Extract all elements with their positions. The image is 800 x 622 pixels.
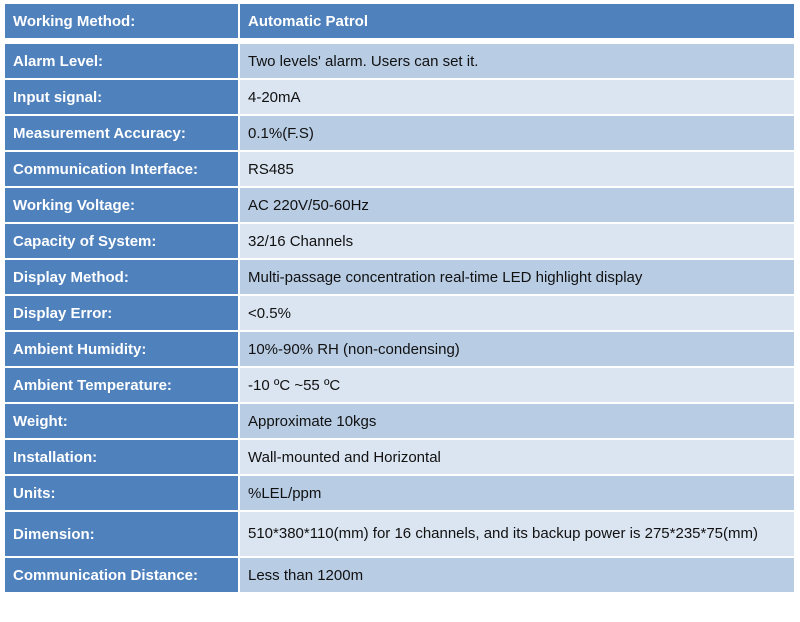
row-value: 4-20mA: [239, 79, 795, 115]
header-value: Automatic Patrol: [239, 3, 795, 39]
table-row: [4, 295, 795, 331]
row-key: Alarm Level:: [4, 43, 239, 79]
table-row: [4, 79, 795, 115]
table-row: [4, 259, 795, 295]
table-row: [4, 403, 795, 439]
row-key: Input signal:: [4, 79, 239, 115]
row-value: Two levels' alarm. Users can set it.: [239, 43, 795, 79]
table-row: [4, 151, 795, 187]
row-key: Display Method:: [4, 259, 239, 295]
row-value: <0.5%: [239, 295, 795, 331]
table-row: [4, 367, 795, 403]
table-row: [4, 439, 795, 475]
row-key: Ambient Temperature:: [4, 367, 239, 403]
table-row: [4, 115, 795, 151]
row-value: AC 220V/50-60Hz: [239, 187, 795, 223]
row-value: 32/16 Channels: [239, 223, 795, 259]
row-key: Working Voltage:: [4, 187, 239, 223]
row-key: Capacity of System:: [4, 223, 239, 259]
row-value: Wall-mounted and Horizontal: [239, 439, 795, 475]
header-key: Working Method:: [4, 3, 239, 39]
row-value: 0.1%(F.S): [239, 115, 795, 151]
table-row: [4, 223, 795, 259]
row-key: Measurement Accuracy:: [4, 115, 239, 151]
row-key: Ambient Humidity:: [4, 331, 239, 367]
table-row: [4, 475, 795, 511]
table-header-row: [4, 3, 795, 39]
row-value: 10%-90% RH (non-condensing): [239, 331, 795, 367]
row-value: Less than 1200m: [239, 557, 795, 593]
spec-table: [3, 2, 796, 594]
row-key: Units:: [4, 475, 239, 511]
table-row: [4, 331, 795, 367]
row-key: Communication Distance:: [4, 557, 239, 593]
row-value: 510*380*110(mm) for 16 channels, and its backup power is 275*235*75(mm): [239, 511, 795, 557]
row-value: -10 ºC ~55 ºC: [239, 367, 795, 403]
row-key: Weight:: [4, 403, 239, 439]
row-key: Communication Interface:: [4, 151, 239, 187]
row-value: RS485: [239, 151, 795, 187]
table-row: [4, 187, 795, 223]
row-key: Display Error:: [4, 295, 239, 331]
row-key: Installation:: [4, 439, 239, 475]
row-value: %LEL/ppm: [239, 475, 795, 511]
row-value: Approximate 10kgs: [239, 403, 795, 439]
row-key: Dimension:: [4, 511, 239, 557]
table-row: [4, 511, 795, 557]
table-row: [4, 557, 795, 593]
table-row: [4, 43, 795, 79]
row-value: Multi-passage concentration real-time LED highlight display: [239, 259, 795, 295]
